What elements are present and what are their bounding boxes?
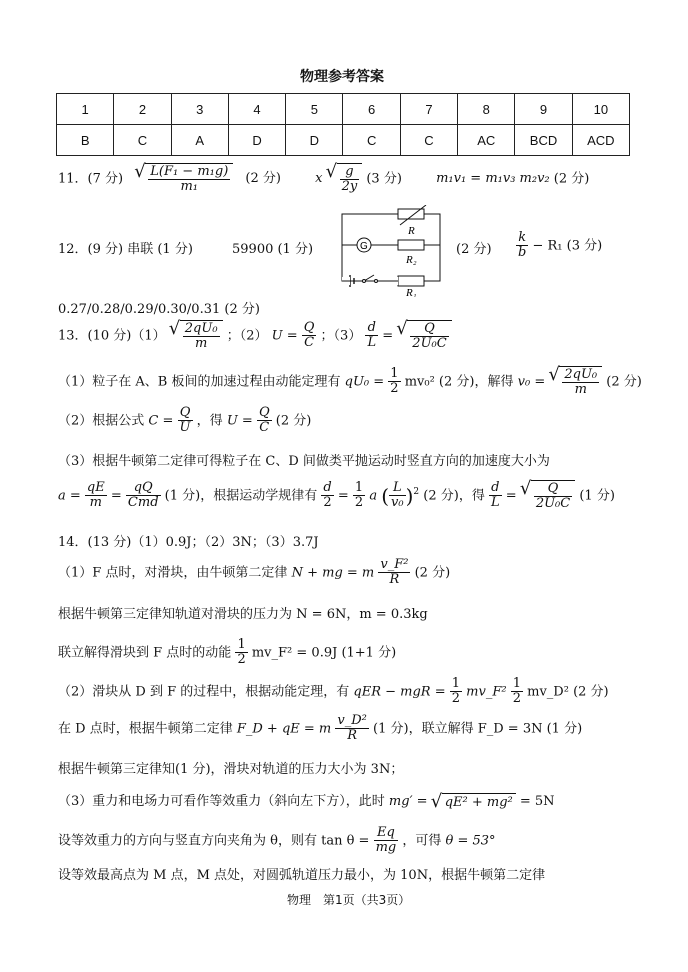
q11-answer3: m₁v₁ = m₁v₃ m₂v₂	[436, 171, 550, 187]
resistor-r-label: R	[408, 225, 415, 237]
galvanometer-label: G	[360, 241, 368, 252]
question-number: 3	[171, 94, 228, 125]
q13-line4: a = $\frac{qE}{m}$ = $\frac{qQ}{\text{Cmd}}$ (1 分)，根据运动学规律有 $\frac{d}{2}$ = $\frac{1}{2}$ a ( $\frac{L}{\text{v₀}}$ )$^2$ (2 分)，得 $\frac{d}{L}$ = √ $\frac{Q}{\text{2U₀C}}$ (1 分)	[58, 480, 615, 512]
q13-line2: （2）根据公式 C = $\frac{Q}{U}$ ，得 U = $\frac{Q}{C}$ (2 分)	[58, 405, 312, 436]
resistor-r	[398, 209, 424, 219]
answer-cell: AC	[458, 125, 515, 156]
answer-table	[56, 93, 630, 156]
q13-line3: （3）根据牛顿第二定律可得粒子在 C、D 间做类平抛运动时竖直方向的加速度大小为	[58, 454, 550, 469]
q12-value: 59900 (1 分)	[232, 242, 314, 257]
q11-score3: (2 分)	[553, 171, 590, 187]
question-number: 7	[400, 94, 457, 125]
q14-line3: 联立解得滑块到 F 点时的动能 $\frac{1}{2}$ mv_F² = 0.9J (1+1 分)	[58, 637, 397, 668]
resistor-r2-label: R₂	[406, 254, 417, 266]
q13-summary: 13．(10 分)（1） √ $\frac{\text{2qU₀}}{m}$ ；（2） U = $\frac{Q}{C}$ ；（3） $\frac{d}{L}$ = √ $\frac{Q}{\text{2U₀C}}$	[58, 320, 452, 352]
question-number: 2	[114, 94, 171, 125]
q14-line8: 设等效重力的方向与竖直方向夹角为 θ，则有 tan θ = $\frac{Eq}{mg}$ ，可得 θ = 53°	[58, 825, 496, 856]
switch-contact	[363, 280, 366, 283]
q14-line2: 根据牛顿第三定律知轨道对滑块的压力为 N = 6N，m = 0.3kg	[58, 607, 428, 622]
answer-table-header-row	[57, 94, 630, 125]
q12-extra: 0.27/0.28/0.29/0.30/0.31 (2 分)	[58, 302, 260, 317]
q11-line	[58, 163, 589, 195]
answer-cell: C	[343, 125, 400, 156]
q14-line9: 设等效最高点为 M 点，M 点处，对圆弧轨道压力最小，为 10N，根据牛顿第二定律	[58, 868, 546, 883]
question-number: 10	[572, 94, 629, 125]
answer-cell: C	[400, 125, 457, 156]
answer-cell: B	[57, 125, 114, 156]
q11-label: 11．(7 分)	[58, 171, 124, 187]
q12-label: 12．(9 分) 串联 (1 分)	[58, 242, 193, 257]
q14-line1: （1）F 点时，对滑块，由牛顿第二定律 N + mg = m $\frac{\text{v\_F²}}{R}$ (2 分)	[58, 557, 451, 588]
q11-answer2-x: x	[315, 171, 323, 187]
switch-contact	[375, 280, 378, 283]
question-number: 6	[343, 94, 400, 125]
question-number: 9	[515, 94, 572, 125]
resistor-r1-label: R₁	[406, 287, 417, 297]
question-number: 4	[228, 94, 285, 125]
answer-cell: A	[171, 125, 228, 156]
q11-score1: (2 分)	[245, 171, 281, 187]
q14-line4: （2）滑块从 D 到 F 的过程中，根据动能定理，有 qER − mgR = $\frac{1}{2}$ mv_F² $\frac{1}{2}$ mv_D² (2 分)	[58, 676, 609, 707]
q12-formula: $\frac{k}{b}$ − R₁ (3 分)	[518, 230, 603, 261]
answer-cell: BCD	[515, 125, 572, 156]
answer-cell: D	[228, 125, 285, 156]
resistor-r2	[398, 240, 424, 250]
q11-answer2: √ $\frac{g}{2y}$	[337, 163, 363, 195]
q14-line7: （3）重力和电场力可看作等效重力（斜向左下方），此时 mg′ = √ qE² + mg² = 5N	[58, 790, 555, 810]
q11-answer1: √ $\frac{\text{L(F₁ − m₁g)}}{\text{m₁}}$	[145, 163, 233, 195]
circuit-diagram	[336, 205, 446, 297]
q13-line1: （1）粒子在 A、B 板间的加速过程由动能定理有 qU₀ = $\frac{1}{2}$ mv₀² (2 分)，解得 v₀ = √ $\frac{\text{2qU₀}}{m}$ (2 分)	[58, 366, 642, 398]
question-number: 5	[286, 94, 343, 125]
page-footer: 物理 第1页（共3页）	[287, 893, 411, 907]
question-number: 8	[458, 94, 515, 125]
resistor-r1	[398, 276, 424, 286]
circuit-wire	[342, 214, 440, 281]
q11-score2: (3 分)	[366, 171, 402, 187]
q14-line6: 根据牛顿第三定律知(1 分)，滑块对轨道的压力大小为 3N；	[58, 762, 404, 777]
answer-table-answer-row	[57, 125, 630, 156]
answer-cell: ACD	[572, 125, 629, 156]
q14-summary: 14．(13 分)（1）0.9J；（2）3N；（3）3.7J	[58, 535, 319, 550]
question-number: 1	[57, 94, 114, 125]
answer-cell: D	[286, 125, 343, 156]
answer-cell: C	[114, 125, 171, 156]
q12-circuit-score: (2 分)	[456, 242, 492, 257]
q14-line5: 在 D 点时，根据牛顿第二定律 F_D + qE = m $\frac{\text{v\_D²}}{R}$ (1 分)，联立解得 F_D = 3N (1 分)	[58, 713, 583, 744]
page-title: 物理参考答案	[300, 69, 384, 85]
